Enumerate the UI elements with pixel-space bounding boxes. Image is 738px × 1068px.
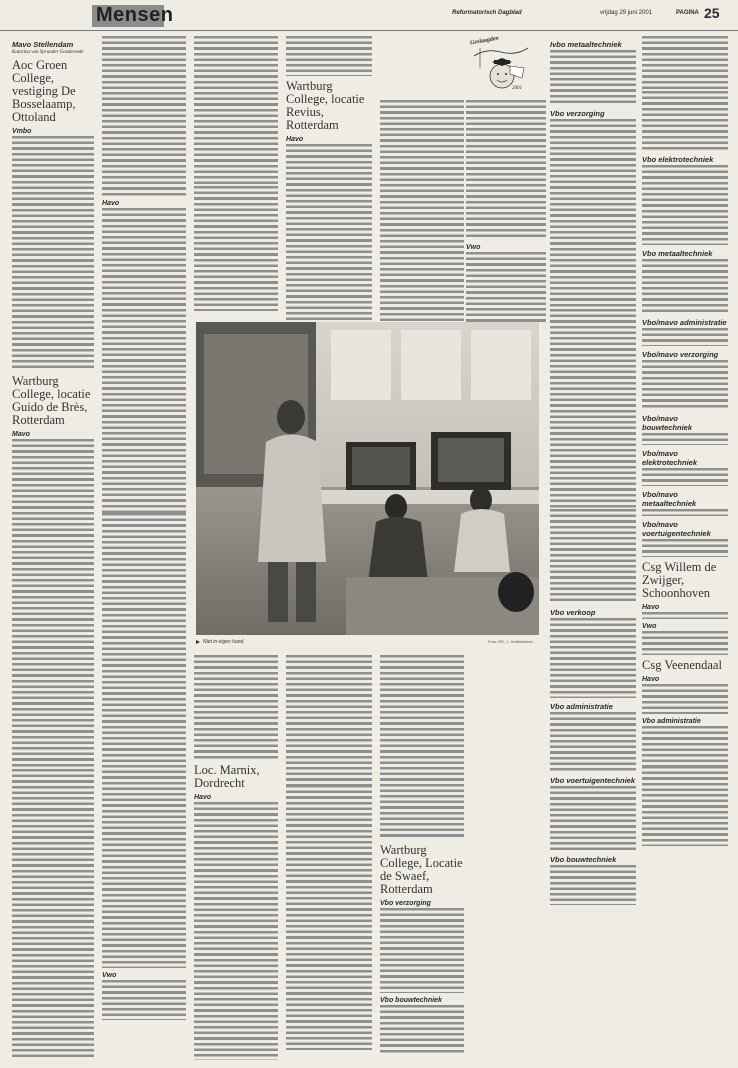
article-text — [194, 186, 278, 311]
subheading: Vbo verkoop — [550, 608, 596, 617]
photo-caption: Niet in eigen hand. — [203, 639, 245, 645]
subheading: Vbo verzorging — [380, 900, 431, 907]
article-text — [380, 1005, 464, 1055]
column-5c — [466, 100, 546, 240]
column-3-lower — [194, 655, 278, 1060]
publication-date: vrijdag 29 juni 2001 — [600, 10, 653, 16]
kicker-text: Katarina van Sprunder Goedereede — [12, 50, 84, 55]
column-6 — [550, 36, 636, 1060]
article-text — [642, 631, 728, 655]
article-text — [380, 100, 464, 326]
column-5 — [380, 100, 464, 326]
article-text — [550, 509, 636, 604]
article-text — [466, 100, 546, 238]
article-text — [550, 618, 636, 698]
subheading: Vbo/mavo verzorging — [642, 350, 719, 359]
article-text — [194, 655, 278, 760]
article-text — [642, 509, 728, 516]
subheading: Mavo — [12, 431, 30, 438]
article-text — [642, 684, 728, 714]
subheading: Vbo voertuigentechniek — [550, 776, 636, 785]
article-text — [642, 91, 728, 151]
article-text — [642, 165, 728, 245]
article-text — [286, 785, 372, 1050]
subheading: Vbo bouwtechniek — [380, 997, 442, 1004]
article-text — [102, 36, 186, 196]
subheading: Vbo administratie — [550, 702, 613, 711]
article-text — [466, 252, 546, 322]
article-text — [550, 865, 636, 905]
article-text — [642, 539, 728, 557]
article-text — [12, 769, 94, 1060]
article-text — [642, 433, 728, 445]
article-text — [642, 612, 728, 619]
article-text — [194, 802, 278, 1060]
subheading: Havo — [642, 604, 660, 611]
column-7 — [642, 36, 728, 1060]
article-text — [194, 36, 278, 186]
article-text — [102, 513, 186, 968]
page-label: PAGINA — [676, 10, 699, 16]
subheading: Vwo — [466, 244, 481, 251]
subheading: Vbo bouwtechniek — [550, 855, 617, 864]
article-text — [642, 726, 728, 766]
column-2 — [102, 36, 186, 1060]
subheading: Vbo/mavo administratie — [642, 318, 727, 327]
publication-name: Reformatorisch Dagblad — [452, 10, 522, 16]
school-heading: Csg Willem de Zwijger, Schoonhoven — [642, 560, 717, 600]
subheading: Havo — [194, 794, 212, 801]
article-text — [550, 50, 636, 105]
article-text — [642, 328, 728, 346]
subheading: Vwo — [102, 972, 117, 979]
article-text — [642, 259, 728, 314]
subheading: Vbo/mavo bouwtechniek — [642, 414, 693, 432]
classroom-photo — [196, 322, 539, 635]
subheading: Havo — [102, 200, 120, 207]
article-text — [550, 712, 636, 772]
column-4 — [286, 36, 372, 326]
article-text — [550, 786, 636, 851]
subheading: Ivbo metaaltechniek — [550, 40, 622, 49]
school-heading: Csg Veenendaal — [642, 658, 722, 672]
column-5-lower — [380, 655, 464, 1060]
subheading: Havo — [642, 676, 660, 683]
page-header — [0, 0, 738, 31]
article-text — [286, 655, 372, 785]
subheading: Vbo verzorging — [550, 109, 605, 118]
school-heading: Wartburg College, locatie Revius, Rotterdam — [286, 79, 365, 132]
section-title: Mensen — [96, 4, 174, 26]
article-text — [286, 144, 372, 326]
subheading: Vbo/mavo metaaltechniek — [642, 490, 697, 508]
subheading: Vbo metaaltechniek — [642, 249, 713, 258]
subheading: Vbo elektrotechniek — [642, 155, 714, 164]
column-4-lower — [286, 655, 372, 1060]
subheading: Vbo/mavo elektrotechniek — [642, 449, 698, 467]
cartoon-label: Geslaagden — [469, 35, 500, 47]
column-1 — [12, 36, 94, 1060]
school-heading: Wartburg College, Locatie de Swaef, Rotterdam — [380, 843, 463, 896]
caption-marker-icon — [196, 640, 200, 644]
graduation-cartoon-icon — [466, 35, 536, 98]
article-text — [642, 766, 728, 846]
subheading: Vbo administratie — [642, 718, 701, 725]
school-heading: Loc. Marnix, Dordrecht — [194, 763, 260, 790]
classroom-photo-image — [196, 322, 539, 635]
column-5b — [466, 240, 546, 326]
article-text — [102, 208, 186, 513]
article-text — [642, 36, 728, 91]
subheading: Vmbo — [12, 128, 32, 135]
article-text — [550, 309, 636, 509]
article-text — [102, 980, 186, 1020]
cartoon-year: 2001 — [512, 86, 522, 91]
article-text — [550, 119, 636, 309]
photo-credit: Foto: RD, J. Hobbelsteen — [488, 639, 533, 644]
article-text — [380, 655, 464, 840]
subheading: Havo — [286, 136, 304, 143]
article-text — [286, 36, 372, 76]
school-heading: Mavo Stellendam — [12, 40, 74, 49]
article-text — [12, 439, 94, 769]
subheading: Vwo — [642, 623, 657, 630]
school-heading: Aoc Groen College, vestiging De Bosselaamp, Ottoland — [12, 58, 76, 124]
article-text — [380, 908, 464, 993]
school-heading: Wartburg College, locatie Guido de Brès, Rotterdam — [12, 374, 91, 427]
subheading: Vbo/mavo voertuigentechniek — [642, 520, 711, 538]
cartoon-illustration — [466, 35, 536, 98]
article-text — [12, 136, 94, 371]
article-text — [642, 468, 728, 486]
page-number: 25 — [704, 5, 720, 21]
article-text — [642, 360, 728, 410]
